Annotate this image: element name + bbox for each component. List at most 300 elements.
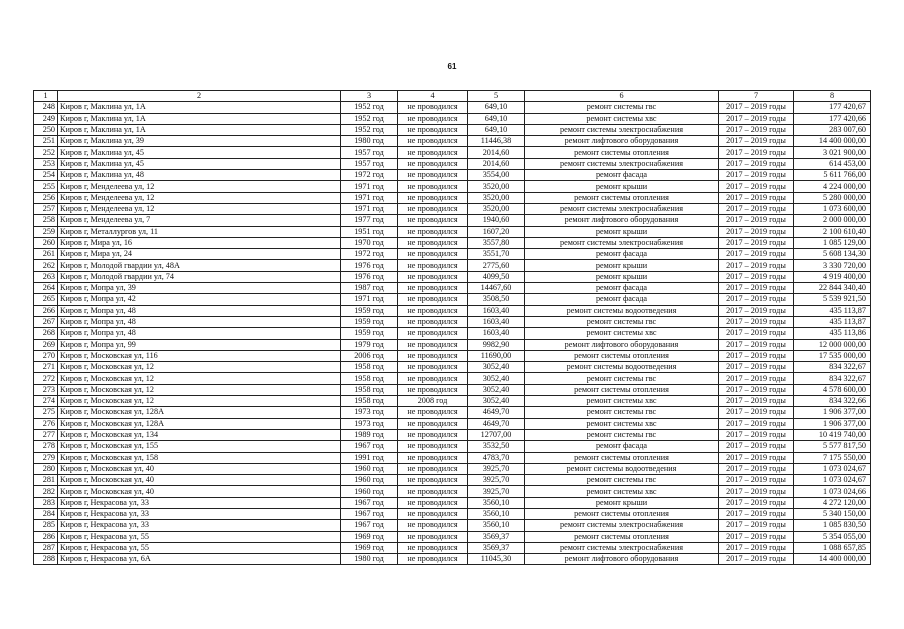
row-number: 270	[34, 350, 58, 361]
last-repair-year: не проводился	[398, 452, 468, 463]
repair-type: ремонт системы гвс	[525, 316, 719, 327]
row-number: 268	[34, 328, 58, 339]
row-number: 249	[34, 113, 58, 124]
last-repair-year: не проводился	[398, 249, 468, 260]
repair-cost: 5 539 921,50	[794, 294, 871, 305]
repair-period: 2017 – 2019 годы	[719, 407, 794, 418]
last-repair-year: не проводился	[398, 294, 468, 305]
repair-cost: 22 844 340,40	[794, 283, 871, 294]
repair-type: ремонт крыши	[525, 271, 719, 282]
repair-cost: 177 420,67	[794, 102, 871, 113]
construction-year: 2006 год	[341, 350, 398, 361]
address: Киров г, Московская ул, 12	[58, 362, 341, 373]
row-number: 288	[34, 554, 58, 565]
table-row	[34, 520, 871, 531]
total-area: 4099,50	[468, 271, 525, 282]
last-repair-year: не проводился	[398, 305, 468, 316]
table-header-row	[34, 91, 871, 102]
repair-type: ремонт системы отопления	[525, 452, 719, 463]
row-number: 255	[34, 181, 58, 192]
total-area: 3925,70	[468, 463, 525, 474]
table-row	[34, 497, 871, 508]
table-row	[34, 192, 871, 203]
total-area: 1603,40	[468, 305, 525, 316]
table-row	[34, 260, 871, 271]
construction-year: 1958 год	[341, 396, 398, 407]
repair-cost: 435 113,86	[794, 328, 871, 339]
repair-type: ремонт системы отопления	[525, 192, 719, 203]
construction-year: 1991 год	[341, 452, 398, 463]
repair-period: 2017 – 2019 годы	[719, 147, 794, 158]
repair-cost: 4 919 400,00	[794, 271, 871, 282]
address: Киров г, Московская ул, 128А	[58, 418, 341, 429]
construction-year: 1970 год	[341, 237, 398, 248]
last-repair-year: не проводился	[398, 463, 468, 474]
table-row	[34, 283, 871, 294]
repair-period: 2017 – 2019 годы	[719, 362, 794, 373]
last-repair-year: 2008 год	[398, 396, 468, 407]
total-area: 14467,60	[468, 283, 525, 294]
address: Киров г, Маклина ул, 1А	[58, 102, 341, 113]
address: Киров г, Маклина ул, 39	[58, 136, 341, 147]
table-row	[34, 475, 871, 486]
row-number: 261	[34, 249, 58, 260]
total-area: 3520,00	[468, 203, 525, 214]
repair-type: ремонт фасада	[525, 283, 719, 294]
last-repair-year: не проводился	[398, 554, 468, 565]
table-row	[34, 249, 871, 260]
repair-type: ремонт системы гвс	[525, 407, 719, 418]
repair-period: 2017 – 2019 годы	[719, 316, 794, 327]
row-number: 254	[34, 170, 58, 181]
last-repair-year: не проводился	[398, 384, 468, 395]
address: Киров г, Московская ул, 155	[58, 441, 341, 452]
address: Киров г, Мопра ул, 42	[58, 294, 341, 305]
row-number: 276	[34, 418, 58, 429]
row-number: 266	[34, 305, 58, 316]
construction-year: 1957 год	[341, 158, 398, 169]
table-row	[34, 441, 871, 452]
total-area: 1603,40	[468, 316, 525, 327]
table-row	[34, 429, 871, 440]
repair-cost: 177 420,66	[794, 113, 871, 124]
repair-period: 2017 – 2019 годы	[719, 294, 794, 305]
address: Киров г, Маклина ул, 48	[58, 170, 341, 181]
total-area: 3052,40	[468, 362, 525, 373]
repair-type: ремонт системы гвс	[525, 475, 719, 486]
row-number: 265	[34, 294, 58, 305]
repair-period: 2017 – 2019 годы	[719, 497, 794, 508]
repair-type: ремонт системы отопления	[525, 350, 719, 361]
repair-type: ремонт фасада	[525, 249, 719, 260]
repair-cost: 14 400 000,00	[794, 554, 871, 565]
table-row	[34, 350, 871, 361]
construction-year: 1959 год	[341, 305, 398, 316]
address: Киров г, Московская ул, 116	[58, 350, 341, 361]
address: Киров г, Московская ул, 12	[58, 396, 341, 407]
address: Киров г, Некрасова ул, 33	[58, 520, 341, 531]
header-col-5: 5	[468, 91, 525, 102]
total-area: 3052,40	[468, 396, 525, 407]
repair-period: 2017 – 2019 годы	[719, 520, 794, 531]
repair-type: ремонт системы водоотведения	[525, 463, 719, 474]
table-row	[34, 102, 871, 113]
construction-year: 1959 год	[341, 316, 398, 327]
table-row	[34, 486, 871, 497]
repair-period: 2017 – 2019 годы	[719, 542, 794, 553]
construction-year: 1958 год	[341, 362, 398, 373]
last-repair-year: не проводился	[398, 271, 468, 282]
construction-year: 1957 год	[341, 147, 398, 158]
total-area: 3560,10	[468, 520, 525, 531]
total-area: 3508,50	[468, 294, 525, 305]
last-repair-year: не проводился	[398, 192, 468, 203]
last-repair-year: не проводился	[398, 181, 468, 192]
total-area: 3560,10	[468, 508, 525, 519]
repair-period: 2017 – 2019 годы	[719, 452, 794, 463]
repair-type: ремонт фасада	[525, 170, 719, 181]
row-number: 251	[34, 136, 58, 147]
last-repair-year: не проводился	[398, 237, 468, 248]
table-row	[34, 328, 871, 339]
repair-cost: 1 073 024,66	[794, 486, 871, 497]
row-number: 273	[34, 384, 58, 395]
table-row	[34, 316, 871, 327]
last-repair-year: не проводился	[398, 407, 468, 418]
total-area: 4783,70	[468, 452, 525, 463]
address: Киров г, Металлургов ул, 11	[58, 226, 341, 237]
repair-type: ремонт системы гвс	[525, 102, 719, 113]
construction-year: 1967 год	[341, 441, 398, 452]
address: Киров г, Некрасова ул, 33	[58, 508, 341, 519]
repair-type: ремонт системы хвс	[525, 486, 719, 497]
address: Киров г, Маклина ул, 1А	[58, 124, 341, 135]
address: Киров г, Менделеева ул, 12	[58, 192, 341, 203]
construction-year: 1960 год	[341, 463, 398, 474]
repair-period: 2017 – 2019 годы	[719, 237, 794, 248]
total-area: 3532,50	[468, 441, 525, 452]
repair-cost: 1 085 830,50	[794, 520, 871, 531]
repair-period: 2017 – 2019 годы	[719, 396, 794, 407]
repair-period: 2017 – 2019 годы	[719, 508, 794, 519]
repair-cost: 12 000 000,00	[794, 339, 871, 350]
table-row	[34, 463, 871, 474]
total-area: 1607,20	[468, 226, 525, 237]
repair-period: 2017 – 2019 годы	[719, 215, 794, 226]
address: Киров г, Мопра ул, 48	[58, 316, 341, 327]
total-area: 9982,90	[468, 339, 525, 350]
row-number: 252	[34, 147, 58, 158]
address: Киров г, Московская ул, 134	[58, 429, 341, 440]
repair-type: ремонт фасада	[525, 441, 719, 452]
total-area: 3569,37	[468, 542, 525, 553]
row-number: 248	[34, 102, 58, 113]
construction-year: 1976 год	[341, 260, 398, 271]
last-repair-year: не проводился	[398, 102, 468, 113]
repair-cost: 3 330 720,00	[794, 260, 871, 271]
construction-year: 1979 год	[341, 339, 398, 350]
repair-period: 2017 – 2019 годы	[719, 531, 794, 542]
last-repair-year: не проводился	[398, 215, 468, 226]
total-area: 1603,40	[468, 328, 525, 339]
table-row	[34, 170, 871, 181]
repair-period: 2017 – 2019 годы	[719, 170, 794, 181]
header-col-7: 7	[719, 91, 794, 102]
last-repair-year: не проводился	[398, 339, 468, 350]
row-number: 279	[34, 452, 58, 463]
last-repair-year: не проводился	[398, 542, 468, 553]
total-area: 2014,60	[468, 147, 525, 158]
row-number: 257	[34, 203, 58, 214]
construction-year: 1967 год	[341, 497, 398, 508]
repair-cost: 4 224 000,00	[794, 181, 871, 192]
last-repair-year: не проводился	[398, 362, 468, 373]
repair-cost: 2 100 610,40	[794, 226, 871, 237]
repair-type: ремонт лифтового оборудования	[525, 339, 719, 350]
repair-period: 2017 – 2019 годы	[719, 203, 794, 214]
construction-year: 1971 год	[341, 192, 398, 203]
address: Киров г, Молодой гвардии ул, 74	[58, 271, 341, 282]
address: Киров г, Мопра ул, 48	[58, 328, 341, 339]
last-repair-year: не проводился	[398, 260, 468, 271]
construction-year: 1969 год	[341, 531, 398, 542]
repair-period: 2017 – 2019 годы	[719, 350, 794, 361]
address: Киров г, Менделеева ул, 12	[58, 203, 341, 214]
repair-type: ремонт системы гвс	[525, 429, 719, 440]
table-row	[34, 215, 871, 226]
total-area: 2014,60	[468, 158, 525, 169]
row-number: 263	[34, 271, 58, 282]
construction-year: 1958 год	[341, 384, 398, 395]
last-repair-year: не проводился	[398, 350, 468, 361]
row-number: 272	[34, 373, 58, 384]
header-col-4: 4	[398, 91, 468, 102]
table-row	[34, 418, 871, 429]
construction-year: 1976 год	[341, 271, 398, 282]
construction-year: 1959 год	[341, 328, 398, 339]
table-row	[34, 147, 871, 158]
repair-period: 2017 – 2019 годы	[719, 339, 794, 350]
row-number: 275	[34, 407, 58, 418]
repair-cost: 4 578 600,00	[794, 384, 871, 395]
address: Киров г, Московская ул, 158	[58, 452, 341, 463]
repair-period: 2017 – 2019 годы	[719, 418, 794, 429]
repair-type: ремонт системы водоотведения	[525, 362, 719, 373]
table-row	[34, 136, 871, 147]
total-area: 11690,00	[468, 350, 525, 361]
last-repair-year: не проводился	[398, 508, 468, 519]
total-area: 12707,00	[468, 429, 525, 440]
repair-cost: 4 272 120,00	[794, 497, 871, 508]
repair-type: ремонт крыши	[525, 497, 719, 508]
repair-period: 2017 – 2019 годы	[719, 441, 794, 452]
table-row	[34, 237, 871, 248]
repair-type: ремонт системы электроснабжения	[525, 203, 719, 214]
repair-cost: 1 073 024,67	[794, 463, 871, 474]
repair-period: 2017 – 2019 годы	[719, 124, 794, 135]
table-row	[34, 339, 871, 350]
repair-period: 2017 – 2019 годы	[719, 305, 794, 316]
header-col-8: 8	[794, 91, 871, 102]
total-area: 3560,10	[468, 497, 525, 508]
total-area: 3569,37	[468, 531, 525, 542]
table-row	[34, 181, 871, 192]
header-col-6: 6	[525, 91, 719, 102]
address: Киров г, Некрасова ул, 55	[58, 542, 341, 553]
row-number: 271	[34, 362, 58, 373]
row-number: 264	[34, 283, 58, 294]
total-area: 3557,80	[468, 237, 525, 248]
last-repair-year: не проводился	[398, 226, 468, 237]
table-row	[34, 294, 871, 305]
repair-cost: 5 280 000,00	[794, 192, 871, 203]
repair-cost: 5 354 055,00	[794, 531, 871, 542]
table-row	[34, 226, 871, 237]
last-repair-year: не проводился	[398, 136, 468, 147]
last-repair-year: не проводился	[398, 497, 468, 508]
repair-type: ремонт системы хвс	[525, 396, 719, 407]
construction-year: 1967 год	[341, 520, 398, 531]
last-repair-year: не проводился	[398, 373, 468, 384]
construction-year: 1980 год	[341, 136, 398, 147]
repair-type: ремонт системы электроснабжения	[525, 158, 719, 169]
total-area: 2775,60	[468, 260, 525, 271]
row-number: 258	[34, 215, 58, 226]
repair-cost: 435 113,87	[794, 316, 871, 327]
construction-year: 1987 год	[341, 283, 398, 294]
repair-cost: 834 322,67	[794, 373, 871, 384]
address: Киров г, Мира ул, 24	[58, 249, 341, 260]
repair-period: 2017 – 2019 годы	[719, 158, 794, 169]
total-area: 1940,60	[468, 215, 525, 226]
table-row	[34, 158, 871, 169]
last-repair-year: не проводился	[398, 147, 468, 158]
repair-type: ремонт системы отопления	[525, 384, 719, 395]
repair-period: 2017 – 2019 годы	[719, 102, 794, 113]
repair-type: ремонт крыши	[525, 226, 719, 237]
construction-year: 1960 год	[341, 486, 398, 497]
last-repair-year: не проводился	[398, 531, 468, 542]
construction-year: 1971 год	[341, 181, 398, 192]
table-row	[34, 542, 871, 553]
table-row	[34, 508, 871, 519]
repair-period: 2017 – 2019 годы	[719, 283, 794, 294]
repair-period: 2017 – 2019 годы	[719, 192, 794, 203]
row-number: 259	[34, 226, 58, 237]
last-repair-year: не проводился	[398, 203, 468, 214]
table-row	[34, 407, 871, 418]
row-number: 284	[34, 508, 58, 519]
address: Киров г, Некрасова ул, 6А	[58, 554, 341, 565]
row-number: 286	[34, 531, 58, 542]
construction-year: 1973 год	[341, 407, 398, 418]
last-repair-year: не проводился	[398, 124, 468, 135]
repair-cost: 1 073 600,00	[794, 203, 871, 214]
repair-cost: 834 322,67	[794, 362, 871, 373]
row-number: 285	[34, 520, 58, 531]
repair-period: 2017 – 2019 годы	[719, 136, 794, 147]
last-repair-year: не проводился	[398, 113, 468, 124]
address: Киров г, Мопра ул, 39	[58, 283, 341, 294]
repair-period: 2017 – 2019 годы	[719, 271, 794, 282]
address: Киров г, Маклина ул, 1А	[58, 113, 341, 124]
repair-period: 2017 – 2019 годы	[719, 260, 794, 271]
repair-cost: 14 400 000,00	[794, 136, 871, 147]
repair-period: 2017 – 2019 годы	[719, 486, 794, 497]
repair-cost: 1 906 377,00	[794, 418, 871, 429]
last-repair-year: не проводился	[398, 418, 468, 429]
table-row	[34, 305, 871, 316]
repair-cost: 2 000 000,00	[794, 215, 871, 226]
row-number: 256	[34, 192, 58, 203]
total-area: 3925,70	[468, 486, 525, 497]
repair-cost: 5 340 150,00	[794, 508, 871, 519]
construction-year: 1971 год	[341, 294, 398, 305]
page-number: 61	[447, 62, 457, 71]
repair-schedule-table	[33, 90, 871, 565]
repair-period: 2017 – 2019 годы	[719, 373, 794, 384]
address: Киров г, Менделеева ул, 12	[58, 181, 341, 192]
repair-type: ремонт системы хвс	[525, 328, 719, 339]
header-col-3: 3	[341, 91, 398, 102]
total-area: 4649,70	[468, 407, 525, 418]
address: Киров г, Мира ул, 16	[58, 237, 341, 248]
repair-type: ремонт системы электроснабжения	[525, 542, 719, 553]
total-area: 3551,70	[468, 249, 525, 260]
repair-type: ремонт лифтового оборудования	[525, 136, 719, 147]
address: Киров г, Молодой гвардии ул, 48А	[58, 260, 341, 271]
row-number: 282	[34, 486, 58, 497]
repair-cost: 834 322,66	[794, 396, 871, 407]
repair-period: 2017 – 2019 годы	[719, 328, 794, 339]
table-row	[34, 203, 871, 214]
last-repair-year: не проводился	[398, 520, 468, 531]
repair-cost: 283 007,60	[794, 124, 871, 135]
address: Киров г, Мопра ул, 48	[58, 305, 341, 316]
construction-year: 1952 год	[341, 124, 398, 135]
repair-period: 2017 – 2019 годы	[719, 554, 794, 565]
repair-cost: 5 611 766,00	[794, 170, 871, 181]
repair-type: ремонт фасада	[525, 294, 719, 305]
address: Киров г, Маклина ул, 45	[58, 147, 341, 158]
table-row	[34, 396, 871, 407]
repair-cost: 1 088 657,85	[794, 542, 871, 553]
construction-year: 1960 год	[341, 475, 398, 486]
repair-type: ремонт системы хвс	[525, 418, 719, 429]
construction-year: 1973 год	[341, 418, 398, 429]
repair-type: ремонт лифтового оборудования	[525, 554, 719, 565]
address: Киров г, Менделеева ул, 7	[58, 215, 341, 226]
last-repair-year: не проводился	[398, 475, 468, 486]
repair-type: ремонт системы хвс	[525, 113, 719, 124]
repair-period: 2017 – 2019 годы	[719, 384, 794, 395]
address: Киров г, Московская ул, 40	[58, 475, 341, 486]
last-repair-year: не проводился	[398, 283, 468, 294]
table-row	[34, 113, 871, 124]
construction-year: 1972 год	[341, 170, 398, 181]
table-body	[34, 102, 871, 565]
table-row	[34, 373, 871, 384]
total-area: 3925,70	[468, 475, 525, 486]
repair-type: ремонт крыши	[525, 260, 719, 271]
repair-type: ремонт системы отопления	[525, 147, 719, 158]
address: Киров г, Некрасова ул, 33	[58, 497, 341, 508]
total-area: 4649,70	[468, 418, 525, 429]
repair-cost: 5 608 134,30	[794, 249, 871, 260]
table-row	[34, 452, 871, 463]
repair-type: ремонт системы гвс	[525, 373, 719, 384]
repair-cost: 435 113,87	[794, 305, 871, 316]
